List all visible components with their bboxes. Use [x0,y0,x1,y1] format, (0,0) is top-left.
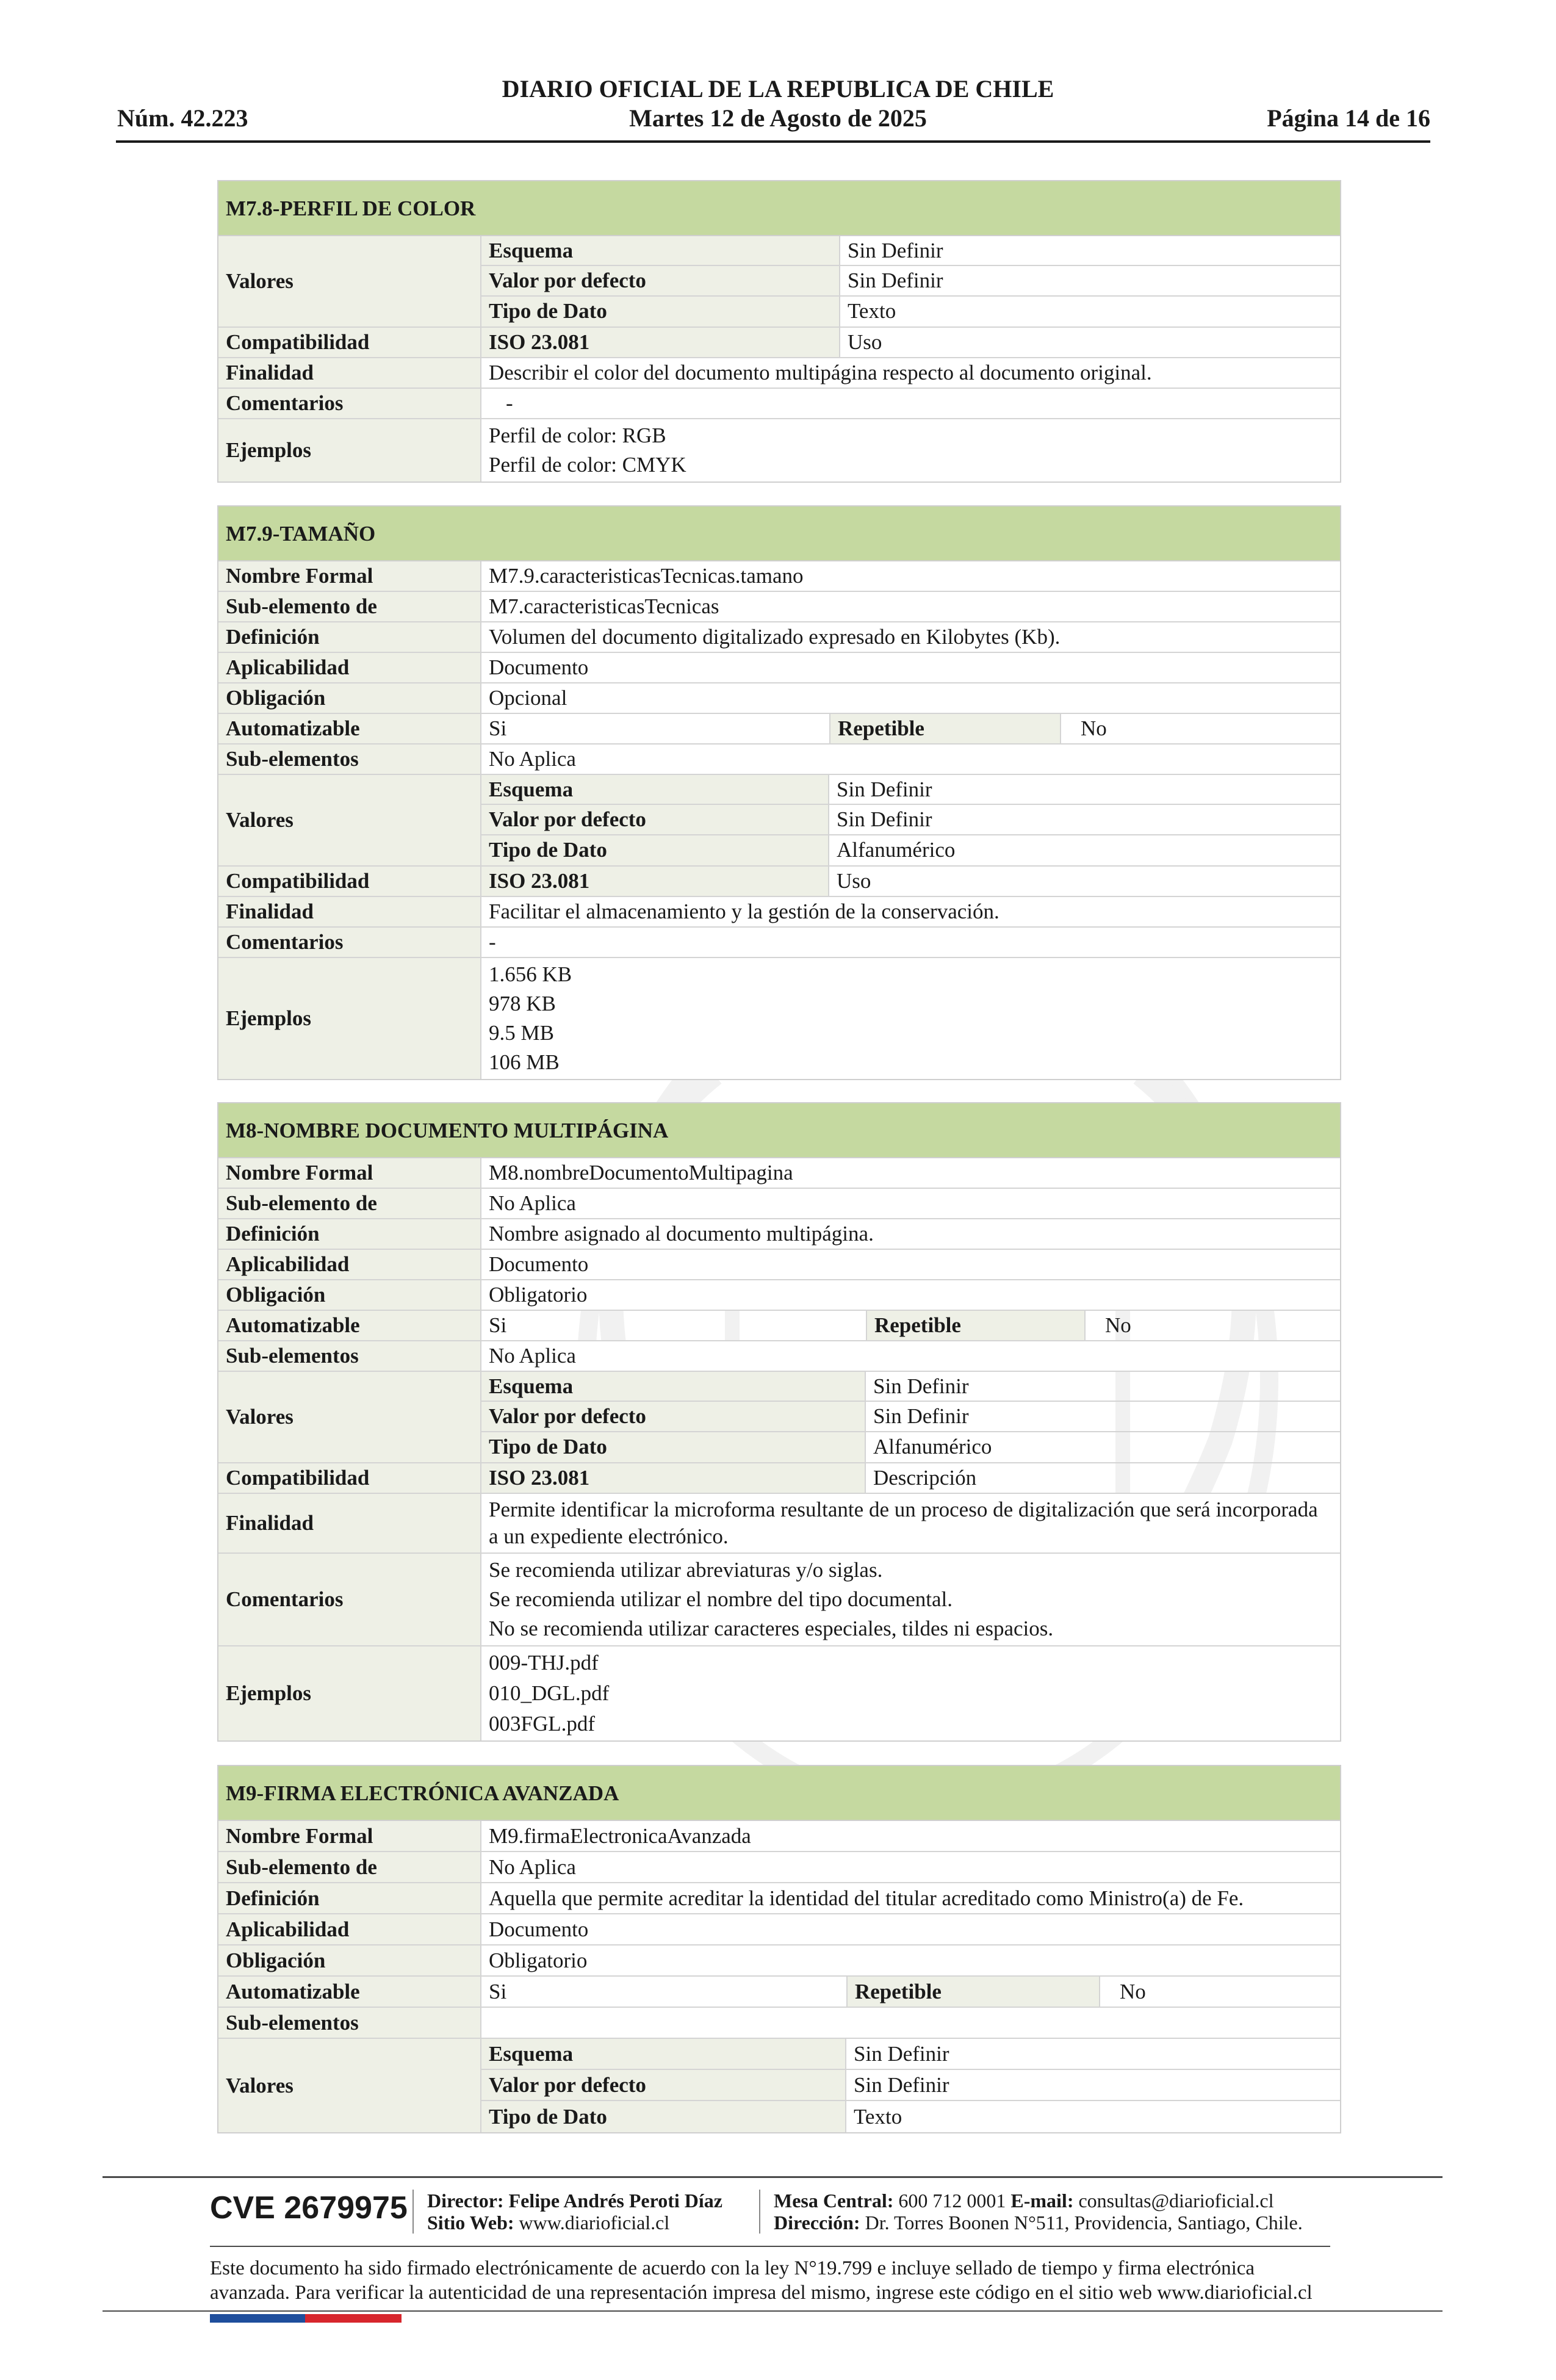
label-nombre-formal: Nombre Formal [218,1821,481,1851]
value-compat-iso: ISO 23.081 [481,1463,866,1493]
footer-bottom-rule [103,2310,1443,2312]
footer-separator [412,2190,414,2234]
value-automatizable: Si [489,1313,507,1337]
subrow-tipo-dato [481,2101,1340,2132]
label-nombre-formal: Nombre Formal [218,561,481,591]
row-definicion [218,1219,1340,1250]
subrow-tipo-dato [481,1432,1340,1462]
value-repetible: No [1081,716,1107,740]
label-finalidad: Finalidad [218,897,481,926]
value-esquema: Sin Definir [873,1374,969,1398]
row-valores [218,1372,1340,1463]
value-compat-iso: ISO 23.081 [481,328,840,357]
label-sub-elemento-de: Sub-elemento de [218,1189,481,1218]
label-ejemplos: Ejemplos [218,1646,481,1740]
value-sub-elemento-de: M7.caracteristicasTecnicas [481,592,1340,621]
label-compatibilidad: Compatibilidad [218,1463,481,1493]
subrow-esquema [481,236,1340,266]
email-link[interactable]: consultas@diarioficial.cl [1078,2190,1274,2212]
label-comentarios: Comentarios [218,1554,481,1645]
label-valor-defecto: Valor por defecto [481,266,840,295]
value-finalidad [481,1494,1340,1552]
label-automatizable: Automatizable [218,714,481,743]
value-compat: Uso [837,869,871,893]
value-nombre-formal: M9.firmaElectronicaAvanzada [481,1821,1340,1851]
label-valores: Valores [218,236,481,326]
row-automatizable [218,1311,1340,1341]
label-compatibilidad: Compatibilidad [218,867,481,896]
label-sub-elementos: Sub-elementos [218,745,481,774]
label-tipo-dato: Tipo de Dato [481,835,829,865]
value-valor-defecto: Sin Definir [837,807,932,832]
row-sub-elementos [218,2008,1340,2039]
value-sub-elementos: No Aplica [481,1341,1340,1371]
label-obligacion: Obligación [218,683,481,713]
value-comentarios [481,1554,1340,1645]
value-nombre-formal: M7.9.caracteristicasTecnicas.tamano [481,561,1340,591]
ejemplo-item: 1.656 KB [489,962,572,986]
row-aplicabilidad [218,1250,1340,1280]
value-ejemplos [481,958,1340,1079]
row-nombre-formal [218,561,1340,592]
value-sub-elemento-de: No Aplica [481,1852,1340,1882]
label-sub-elemento-de: Sub-elemento de [218,1852,481,1882]
header-rule [116,140,1430,143]
valores-subtable [481,2039,1340,2132]
value-automatizable: Si [489,1979,507,2003]
label-valor-defecto: Valor por defecto [481,805,829,834]
mesa-label: Mesa Central: [774,2190,894,2212]
label-comentarios: Comentarios [218,928,481,957]
label-repetible: Repetible [829,714,1061,743]
row-sub-elementos [218,745,1340,775]
row-sub-elemento-de [218,1852,1340,1883]
label-esquema: Esquema [481,2039,846,2069]
row-sub-elemento-de [218,592,1340,622]
value-definicion: Aquella que permite acreditar la identidad del titular acreditado como Ministro(a) de Fe. [481,1883,1340,1913]
label-tipo-dato: Tipo de Dato [481,2101,846,2132]
label-tipo-dato: Tipo de Dato [481,1432,866,1462]
row-sub-elementos [218,1341,1340,1372]
note-line: Este documento ha sido firmado electrónicamente de acuerdo con la ley N°19.799 e incluye sellado de tiempo y firma electrónica [210,2257,1255,2279]
table-m7-9 [217,505,1341,1080]
issue-date: Martes 12 de Agosto de 2025 [629,104,927,132]
value-sub-elementos [481,2008,1340,2038]
value-esquema: Sin Definir [837,777,932,801]
value-esquema: Sin Definir [848,238,943,262]
ejemplo-item: Perfil de color: RGB [489,424,666,447]
ejemplo-item: 9.5 MB [489,1021,554,1045]
finalidad-line: a un expediente electrónico. [489,1524,729,1548]
note-line: avanzada. Para verificar la autenticidad de una representación impresa del mismo, ingrese este código en el sitio web www.diarioficial.cl [210,2282,1313,2304]
value-repetible: No [1120,1979,1146,2003]
label-finalidad: Finalidad [218,1494,481,1552]
value-automatizable: Si [489,716,507,740]
table-m7-8 [217,180,1341,483]
row-definicion [218,1883,1340,1914]
table-title: M8-NOMBRE DOCUMENTO MULTIPÁGINA [218,1103,1340,1158]
verification-note [210,2256,1345,2305]
label-obligacion: Obligación [218,1945,481,1975]
newspaper-name: DIARIO OFICIAL DE LA REPUBLICA DE CHILE [502,75,1054,103]
flag-stripe-red [305,2314,402,2323]
label-finalidad: Finalidad [218,358,481,388]
value-comentarios: - [481,928,1340,957]
label-sub-elementos: Sub-elementos [218,1341,481,1371]
subrow-esquema [481,2039,1340,2070]
label-obligacion: Obligación [218,1280,481,1310]
value-aplicabilidad: Documento [481,1914,1340,1944]
value-tipo-dato: Texto [848,299,896,323]
value-aplicabilidad: Documento [481,1250,1340,1279]
row-sub-elemento-de [218,1189,1340,1219]
ejemplo-item: 010_DGL.pdf [489,1681,610,1705]
value-obligacion: Opcional [481,683,1340,713]
row-obligacion [218,683,1340,714]
value-comentarios: - [481,389,1340,418]
row-comentarios [218,928,1340,958]
value-obligacion: Obligatorio [481,1280,1340,1310]
director-name: Felipe Andrés Peroti Díaz [508,2190,722,2212]
label-valores: Valores [218,1372,481,1462]
label-ejemplos: Ejemplos [218,958,481,1079]
label-definicion: Definición [218,622,481,652]
ejemplo-item: 106 MB [489,1050,560,1074]
row-nombre-formal [218,1158,1340,1189]
label-nombre-formal: Nombre Formal [218,1158,481,1188]
label-compatibilidad: Compatibilidad [218,328,481,357]
subrow-valor-defecto [481,266,1340,296]
label-definicion: Definición [218,1219,481,1249]
label-valor-defecto: Valor por defecto [481,1402,866,1430]
row-valores [218,775,1340,867]
row-definicion [218,622,1340,653]
row-automatizable [218,714,1340,745]
label-valores: Valores [218,775,481,865]
cve-code: CVE 2679975 [210,2190,408,2226]
label-sub-elemento-de: Sub-elemento de [218,592,481,621]
footer-top-rule [103,2176,1443,2178]
subrow-valor-defecto [481,805,1340,835]
row-aplicabilidad [218,1914,1340,1945]
table-title: M7.8-PERFIL DE COLOR [218,181,1340,236]
value-finalidad: Describir el color del documento multipágina respecto al documento original. [481,358,1340,388]
director-label: Director: [427,2190,504,2212]
row-finalidad [218,1494,1340,1554]
row-obligacion [218,1945,1340,1977]
label-aplicabilidad: Aplicabilidad [218,1914,481,1944]
value-finalidad: Facilitar el almacenamiento y la gestión de la conservación. [481,897,1340,926]
row-ejemplos [218,1646,1340,1740]
subrow-tipo-dato [481,835,1340,865]
row-compatibilidad [218,1463,1340,1494]
label-valor-defecto: Valor por defecto [481,2070,846,2100]
ejemplo-item: 009-THJ.pdf [489,1651,599,1675]
table-m9 [217,1765,1341,2133]
label-automatizable: Automatizable [218,1977,481,2007]
row-comentarios [218,389,1340,419]
value-obligacion: Obligatorio [481,1945,1340,1975]
row-valores [218,236,1340,328]
value-definicion: Nombre asignado al documento multipágina. [481,1219,1340,1249]
label-repetible: Repetible [846,1977,1100,2007]
value-sub-elemento-de: No Aplica [481,1189,1340,1218]
table-title: M9-FIRMA ELECTRÓNICA AVANZADA [218,1766,1340,1821]
value-nombre-formal: M8.nombreDocumentoMultipagina [481,1158,1340,1188]
flag-stripe-blue [210,2314,305,2323]
row-aplicabilidad [218,653,1340,683]
value-compat: Uso [848,330,882,354]
value-definicion: Volumen del documento digitalizado expresado en Kilobytes (Kb). [481,622,1340,652]
direccion-value: Dr. Torres Boonen N°511, Providencia, Santiago, Chile. [865,2212,1303,2234]
ejemplo-item: 978 KB [489,992,556,1015]
label-automatizable: Automatizable [218,1311,481,1340]
label-esquema: Esquema [481,236,840,265]
value-compat: Descripción [873,1466,977,1490]
value-ejemplos [481,419,1340,481]
label-aplicabilidad: Aplicabilidad [218,653,481,682]
value-tipo-dato: Texto [854,2104,902,2129]
valores-subtable [481,775,1340,865]
value-tipo-dato: Alfanumérico [873,1435,992,1459]
row-finalidad [218,358,1340,389]
row-ejemplos [218,419,1340,481]
row-automatizable [218,1977,1340,2008]
footer-separator [759,2190,760,2234]
label-ejemplos: Ejemplos [218,419,481,481]
valores-subtable [481,1372,1340,1462]
ejemplo-item: 003FGL.pdf [489,1712,596,1736]
mesa-phone: 600 712 0001 [898,2190,1006,2212]
label-repetible: Repetible [866,1311,1086,1340]
subrow-esquema [481,775,1340,805]
row-finalidad [218,897,1340,928]
value-valor-defecto: Sin Definir [854,2072,949,2097]
sitio-link[interactable]: www.diarioficial.cl [519,2212,670,2234]
footer-director-block [427,2190,722,2234]
value-esquema: Sin Definir [854,2041,949,2066]
row-comentarios [218,1554,1340,1646]
value-ejemplos [481,1646,1340,1740]
valores-subtable [481,236,1340,326]
sitio-label: Sitio Web: [427,2212,514,2234]
ejemplo-item: Perfil de color: CMYK [489,453,686,477]
value-valor-defecto: Sin Definir [848,269,943,293]
row-valores [218,2039,1340,2132]
label-definicion: Definición [218,1883,481,1913]
label-sub-elementos: Sub-elementos [218,2008,481,2038]
finalidad-line: Permite identificar la microforma resultante de un proceso de digitalización que será incorporada [489,1498,1318,1521]
subrow-valor-defecto [481,2070,1340,2101]
row-compatibilidad [218,328,1340,358]
row-nombre-formal [218,1821,1340,1852]
table-m8 [217,1102,1341,1742]
value-tipo-dato: Alfanumérico [837,838,956,862]
label-comentarios: Comentarios [218,389,481,418]
label-esquema: Esquema [481,775,829,804]
label-aplicabilidad: Aplicabilidad [218,1250,481,1279]
email-label: E-mail: [1010,2190,1074,2212]
row-compatibilidad [218,867,1340,897]
footer-contact-block [774,2190,1303,2234]
row-ejemplos [218,958,1340,1079]
row-obligacion [218,1280,1340,1311]
table-title: M7.9-TAMAÑO [218,507,1340,561]
value-sub-elementos: No Aplica [481,745,1340,774]
page-number: Página 14 de 16 [1267,104,1430,132]
subrow-tipo-dato [481,297,1340,326]
value-aplicabilidad: Documento [481,653,1340,682]
subrow-valor-defecto [481,1402,1340,1432]
subrow-esquema [481,1372,1340,1402]
direccion-label: Dirección: [774,2212,860,2234]
label-esquema: Esquema [481,1372,866,1401]
value-valor-defecto: Sin Definir [873,1404,969,1429]
value-compat-iso: ISO 23.081 [481,867,829,896]
issue-number: Núm. 42.223 [117,104,248,132]
comentario-line: No se recomienda utilizar caracteres especiales, tildes ni espacios. [489,1617,1054,1640]
comentario-line: Se recomienda utilizar el nombre del tipo documental. [489,1587,953,1611]
comentario-line: Se recomienda utilizar abreviaturas y/o siglas. [489,1558,883,1582]
label-tipo-dato: Tipo de Dato [481,297,840,326]
label-valores: Valores [218,2039,481,2132]
value-repetible: No [1105,1313,1131,1337]
footer-mid-rule [210,2246,1330,2247]
